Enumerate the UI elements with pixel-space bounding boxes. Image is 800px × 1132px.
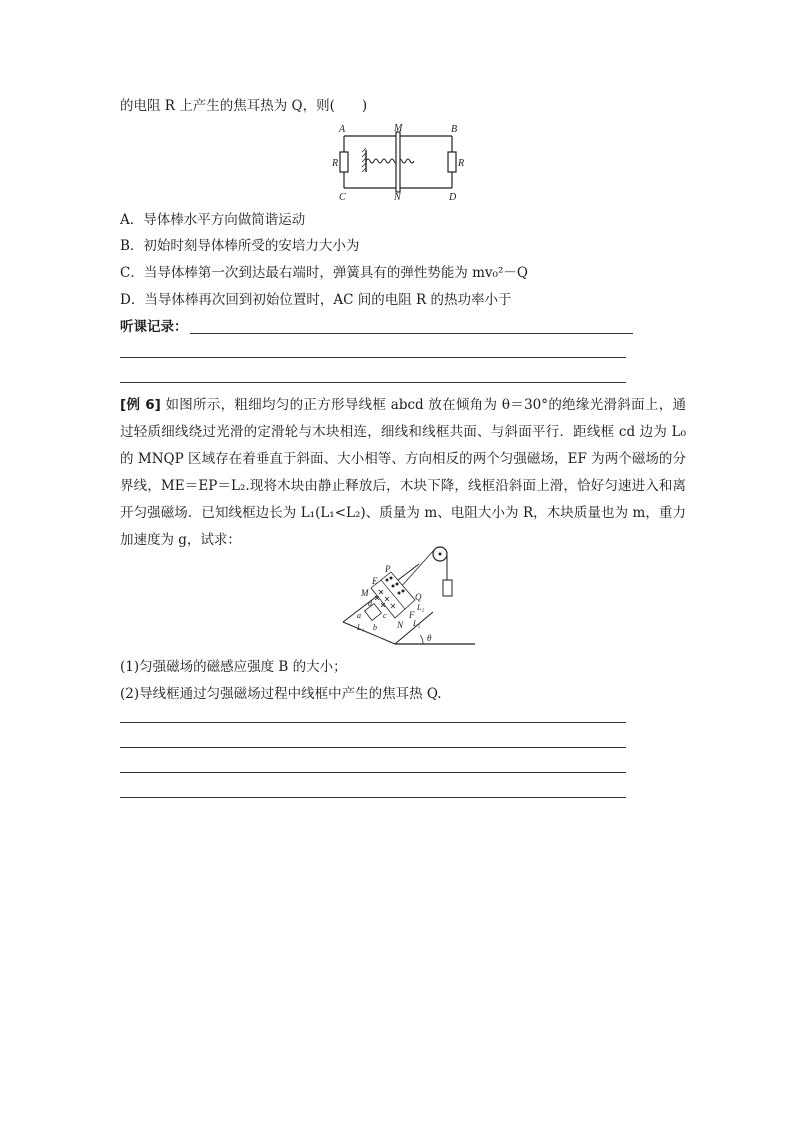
answer-line-3 <box>120 772 626 773</box>
label-P: P <box>385 564 391 574</box>
label-F: F <box>409 610 415 620</box>
label-N: N <box>394 192 401 202</box>
label-theta: θ <box>427 633 432 643</box>
example-tag: [例 6] <box>120 397 161 413</box>
label-B: B <box>451 124 458 135</box>
answer-line-1 <box>120 722 626 723</box>
label-D: D <box>449 192 457 202</box>
label-A: A <box>339 124 346 135</box>
incline-figure <box>335 542 475 650</box>
notes-line-1 <box>190 333 633 334</box>
option-a: A．导体棒水平方向做简谐运动 <box>120 212 306 228</box>
option-d: D．当导体棒再次回到初始位置时，AC 间的电阻 R 的热功率小于 <box>120 292 512 308</box>
label-b: b <box>373 623 377 632</box>
example-text: 如图所示，粗细均匀的正方形导线框 abcd 放在倾角为 θ＝30°的绝缘光滑斜面上，通过轻质细线绕过光滑的定滑轮与木块相连，细线和线框共面、与斜面平行．距线框 cd 边为 L₀ 的 MNQP 区域存在着垂直于斜面、大小相等、方向相反的两个匀强磁场，EF 为两个磁场的分界线，ME＝EP＝L₂.现将木块由静止释放后，木块下降，线框沿斜面上滑，恰好匀速进入和离开匀强磁场．已知线框边长为 L₁(L₁<L₂)、质量为 m、电阻大小为 R，木块质量也为 m，重力加速度为 g，试求： <box>120 397 687 548</box>
label-R-left: R <box>332 158 339 169</box>
notes-line-3 <box>120 382 626 383</box>
answer-line-2 <box>120 747 626 748</box>
label-d: d <box>368 599 372 608</box>
label-M2: M <box>361 588 369 598</box>
label-N2: N <box>397 620 404 630</box>
notes-line-2 <box>120 357 626 358</box>
label-c: c <box>383 611 387 620</box>
label-C: C <box>339 192 346 202</box>
label-M: M <box>394 123 403 134</box>
intro-line: 的电阻 R 上产生的焦耳热为 Q，则( ) <box>120 98 368 114</box>
answer-line-4 <box>120 797 626 798</box>
question-2: (2)导线框通过匀强磁场过程中线框中产生的焦耳热 Q. <box>120 686 442 702</box>
label-L1: L₁ <box>357 623 365 632</box>
label-Q: Q <box>415 592 422 602</box>
example-6 <box>120 392 686 554</box>
label-E: E <box>372 576 378 586</box>
option-b: B．初始时刻导体棒所受的安培力大小为 <box>120 238 360 254</box>
label-L2-a: L₂ <box>417 603 425 612</box>
question-1: (1)匀强磁场的磁感应强度 B 的大小； <box>120 659 347 675</box>
label-a: a <box>357 611 361 620</box>
label-R-right: R <box>458 158 465 169</box>
label-L2-b: L₂ <box>413 619 421 628</box>
circuit-figure <box>330 122 470 202</box>
option-c: C．当导体棒第一次到达最右端时，弹簧具有的弹性势能为 mv₀²－Q <box>120 265 528 281</box>
notes-label: 听课记录： <box>120 319 188 335</box>
